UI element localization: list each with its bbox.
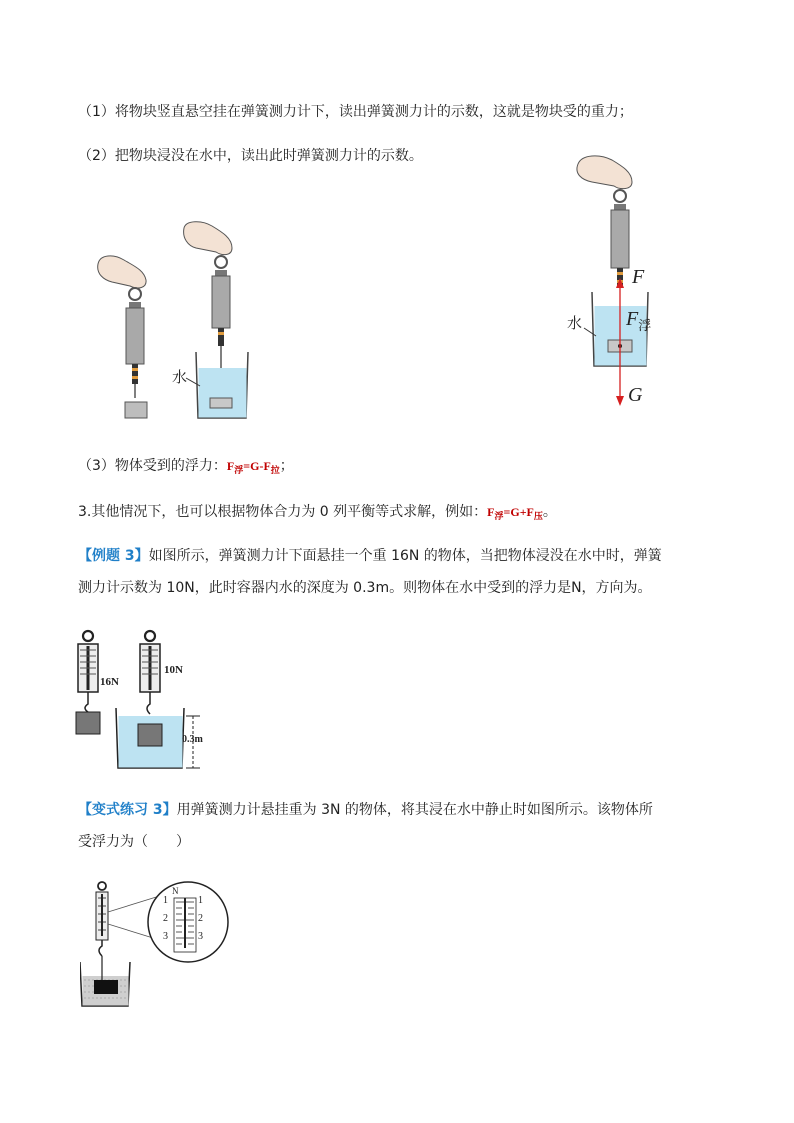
figure-2-water-label: 水	[567, 314, 583, 332]
step-3-prefix: （3）物体受到的浮力：	[78, 458, 227, 474]
figure-spring-scale-air-water	[90, 218, 270, 428]
buoyancy-formula-1: $F_浮=G-F_拉$	[226, 459, 280, 475]
figure-1-water-label: 水	[172, 368, 188, 386]
variant-3-line-1: 【变式练习 3】用弹簧测力计悬挂重为 3N 的物体，将其浸在水中静止时如图所示。该物体所	[78, 802, 653, 818]
figure-4-scale-right-1: 1	[198, 895, 203, 906]
figure-4-scale-right-2: 2	[198, 913, 203, 924]
figure-3-reading-10n: 10N	[164, 664, 183, 676]
rule-3-line: 3.其他情况下，也可以根据物体合力为 0 列平衡等式求解，例如：$F_浮=G+F_压$。	[78, 504, 557, 521]
figure-16n-10n-scales	[70, 628, 220, 776]
figure-4-scale-left-2: 2	[163, 913, 168, 924]
block-in-water	[94, 980, 118, 994]
block-in-water	[210, 398, 232, 408]
figure-3-reading-16n: 16N	[100, 676, 119, 688]
step-1-text: （1）将物块竖直悬空挂在弹簧测力计下，读出弹簧测力计的示数，这就是物块受的重力；	[78, 104, 633, 120]
figure-4-scale-left-1: 1	[163, 895, 168, 906]
figure-scale-zoom	[80, 880, 230, 1008]
figure-2-label-float: $F_浮$	[626, 308, 652, 333]
example-3-line-1: 【例题 3】如图所示，弹簧测力计下面悬挂一个重 16N 的物体，当把物体浸没在水中时，弹簧	[78, 548, 662, 564]
figure-2-label-g: G	[628, 384, 643, 406]
block-in-air	[125, 402, 147, 418]
hand-icon	[577, 156, 632, 189]
hand-icon	[184, 222, 232, 255]
figure-3-depth-label: 0.3m	[182, 734, 203, 745]
example-3-tag: 【例题 3】	[78, 548, 149, 564]
rule-3-text: 3.其他情况下，也可以根据物体合力为 0 列平衡等式求解，例如：	[78, 504, 488, 520]
hand-icon	[98, 256, 146, 288]
step-2-text: （2）把物块浸没在水中，读出此时弹簧测力计的示数。	[78, 148, 423, 164]
figure-4-unit: N	[172, 886, 179, 896]
figure-force-diagram	[560, 150, 680, 410]
example-3-line-2: 测力计示数为 10N，此时容器内水的深度为 0.3m。则物体在水中受到的浮力是N，方向为。	[78, 580, 652, 596]
step-3-line: （3）物体受到的浮力：$F_浮=G-F_拉$；	[78, 458, 294, 475]
figure-4-scale-left-3: 3	[163, 931, 168, 942]
block-in-water	[138, 724, 162, 746]
figure-2-label-f: F	[632, 266, 645, 288]
water	[199, 368, 247, 418]
buoyancy-formula-2: $F_浮=G+F_压$	[487, 505, 543, 521]
force-arrow-down-icon	[616, 396, 624, 406]
variant-3-line-2: 受浮力为（ ）	[78, 834, 190, 850]
block-in-air	[76, 712, 100, 734]
figure-4-scale-right-3: 3	[198, 931, 203, 942]
variant-3-tag: 【变式练习 3】	[78, 802, 177, 818]
